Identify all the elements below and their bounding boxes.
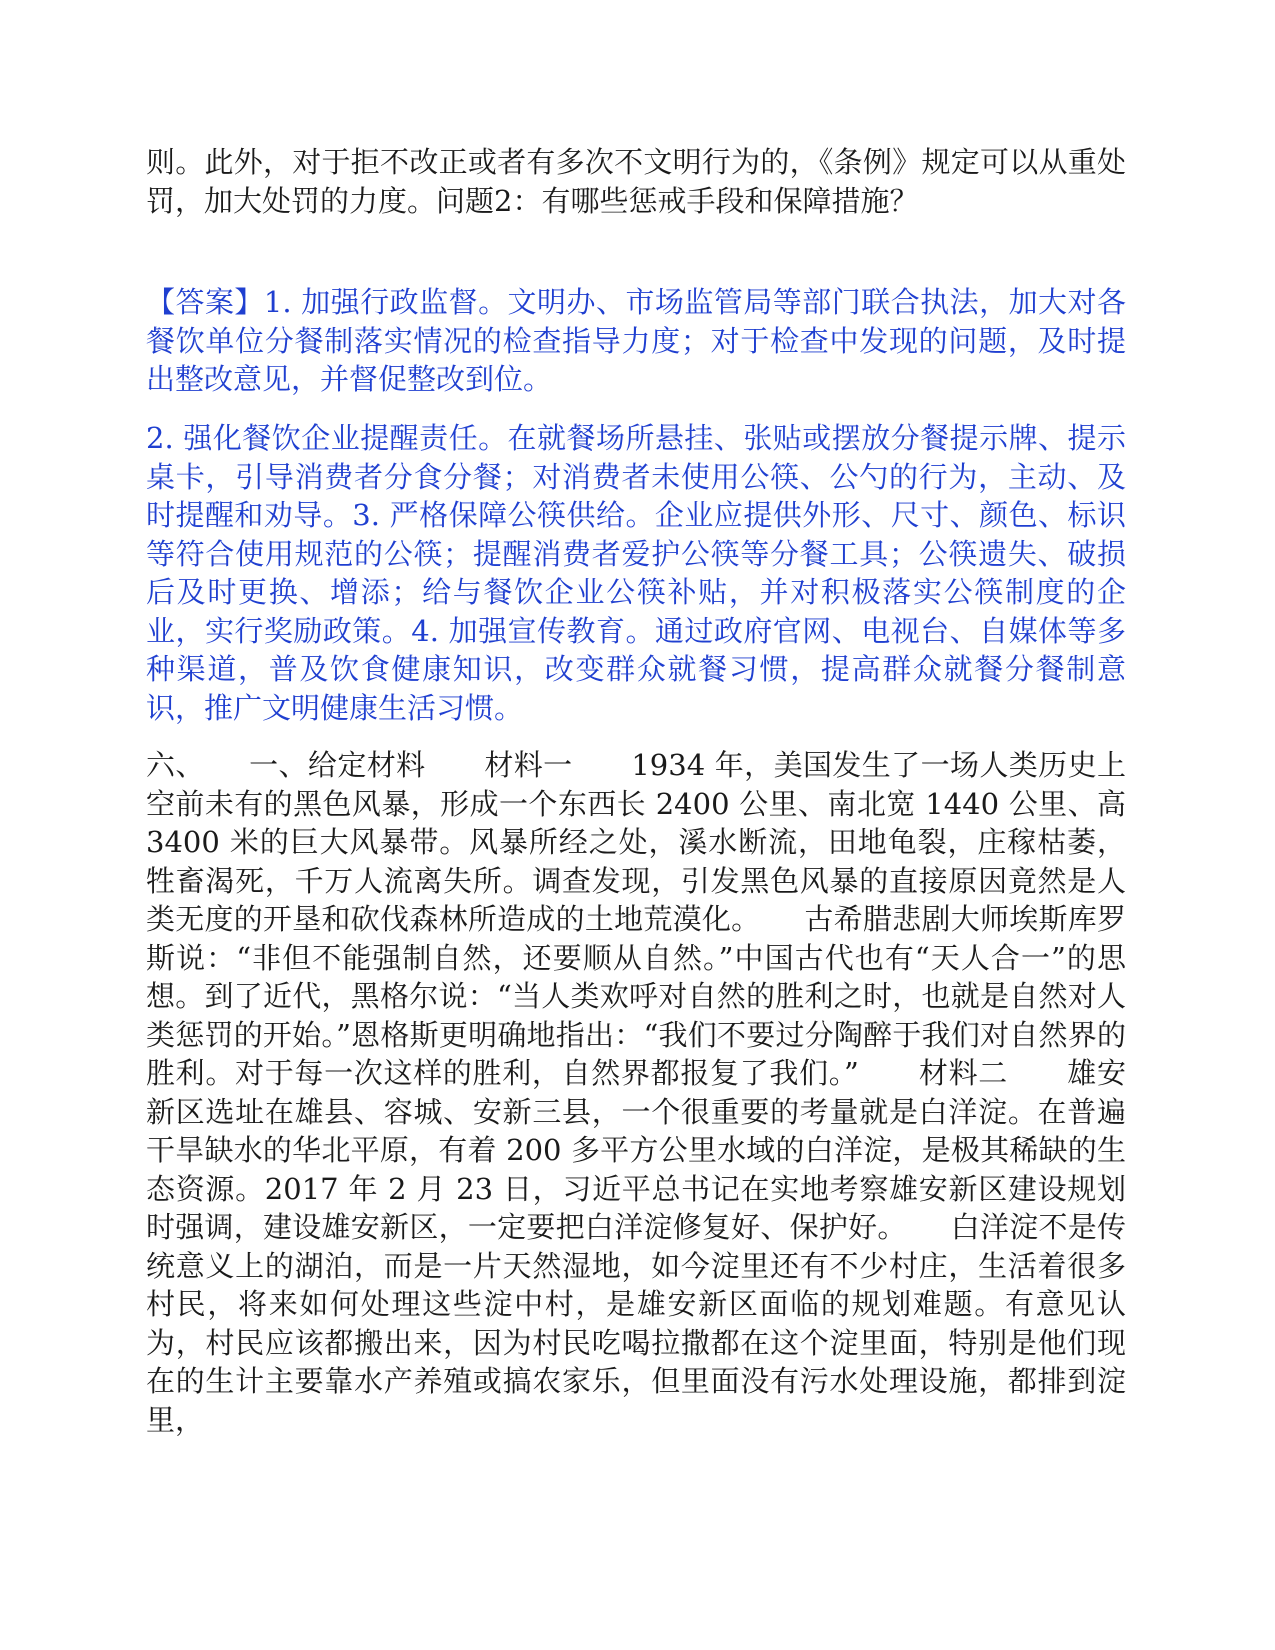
answer-paragraph-2: 2. 强化餐饮企业提醒责任。在就餐场所悬挂、张贴或摆放分餐提示牌、提示桌卡，引导消费者分食分餐；对消费者未使用公筷、公勺的行为，主动、及时提醒和劝导。3. 严格保障公筷供给。企业应提供外形、尺寸、颜色、标识等符合使用规范的公筷；提醒消费者爱护公筷等分餐工具；公筷遗失、破损后及时更换、增添；给与餐饮企业公筷补贴，并对积极落实公筷制度的企业，实行奖励政策。4. 加强宣传教育。通过政府官网、电视台、自媒体等多种渠道，普及饮食健康知识，改变群众就餐习惯，提高群众就餐分餐制意识，推广文明健康生活习惯。 bbox=[146, 421, 1126, 725]
answer-paragraph-1: 【答案】1. 加强行政监督。文明办、市场监管局等部门联合执法，加大对各餐饮单位分餐制落实情况的检查指导力度；对于检查中发现的问题，及时提出整改意见，并督促整改到位。 bbox=[146, 285, 1126, 396]
section-six-material-paragraph: 六、 一、给定材料 材料一 1934 年，美国发生了一场人类历史上空前未有的黑色风暴，形成一个东西长 2400 公里、南北宽 1440 公里、高 3400 米的巨大风暴带。风暴所经之处，溪水断流，田地龟裂，庄稼枯萎，牲畜渴死，千万人流离失所。调查发现，引发黑色风暴的直接原因竟然是人类无度的开垦和砍伐森林所造成的土地荒漠化。 古希腊悲剧大师埃斯库罗斯说：“非但不能强制自然，还要顺从自然。”中国古代也有“天人合一”的思想。到了近代，黑格尔说：“当人类欢呼对自然的胜利之时，也就是自然对人类惩罚的开始。”恩格斯更明确地指出：“我们不要过分陶醉于我们对自然界的胜利。对于每一次这样的胜利，自然界都报复了我们。” 材料二 雄安新区选址在雄县、容城、安新三县，一个很重要的考量就是白洋淀。在普遍干旱缺水的华北平原，有着 200 多平方公里水域的白洋淀，是极其稀缺的生态资源。2017 年 2 月 23 日，习近平总书记在实地考察雄安新区建设规划时强调，建设雄安新区，一定要把白洋淀修复好、保护好。 白洋淀不是传统意义上的湖泊，而是一片天然湿地，如今淀里还有不少村庄，生活着很多村民，将来如何处理这些淀中村，是雄安新区面临的规划难题。有意见认为，村民应该都搬出来，因为村民吃喝拉撒都在这个淀里面，特别是他们现在的生计主要靠水产养殖或搞农家乐，但里面没有污水处理设施，都排到淀里， bbox=[146, 748, 1126, 1437]
question-tail-paragraph: 则。此外，对于拒不改正或者有多次不文明行为的，《条例》规定可以从重处罚，加大处罚的力度。问题2：有哪些惩戒手段和保障措施？ bbox=[146, 145, 1126, 218]
